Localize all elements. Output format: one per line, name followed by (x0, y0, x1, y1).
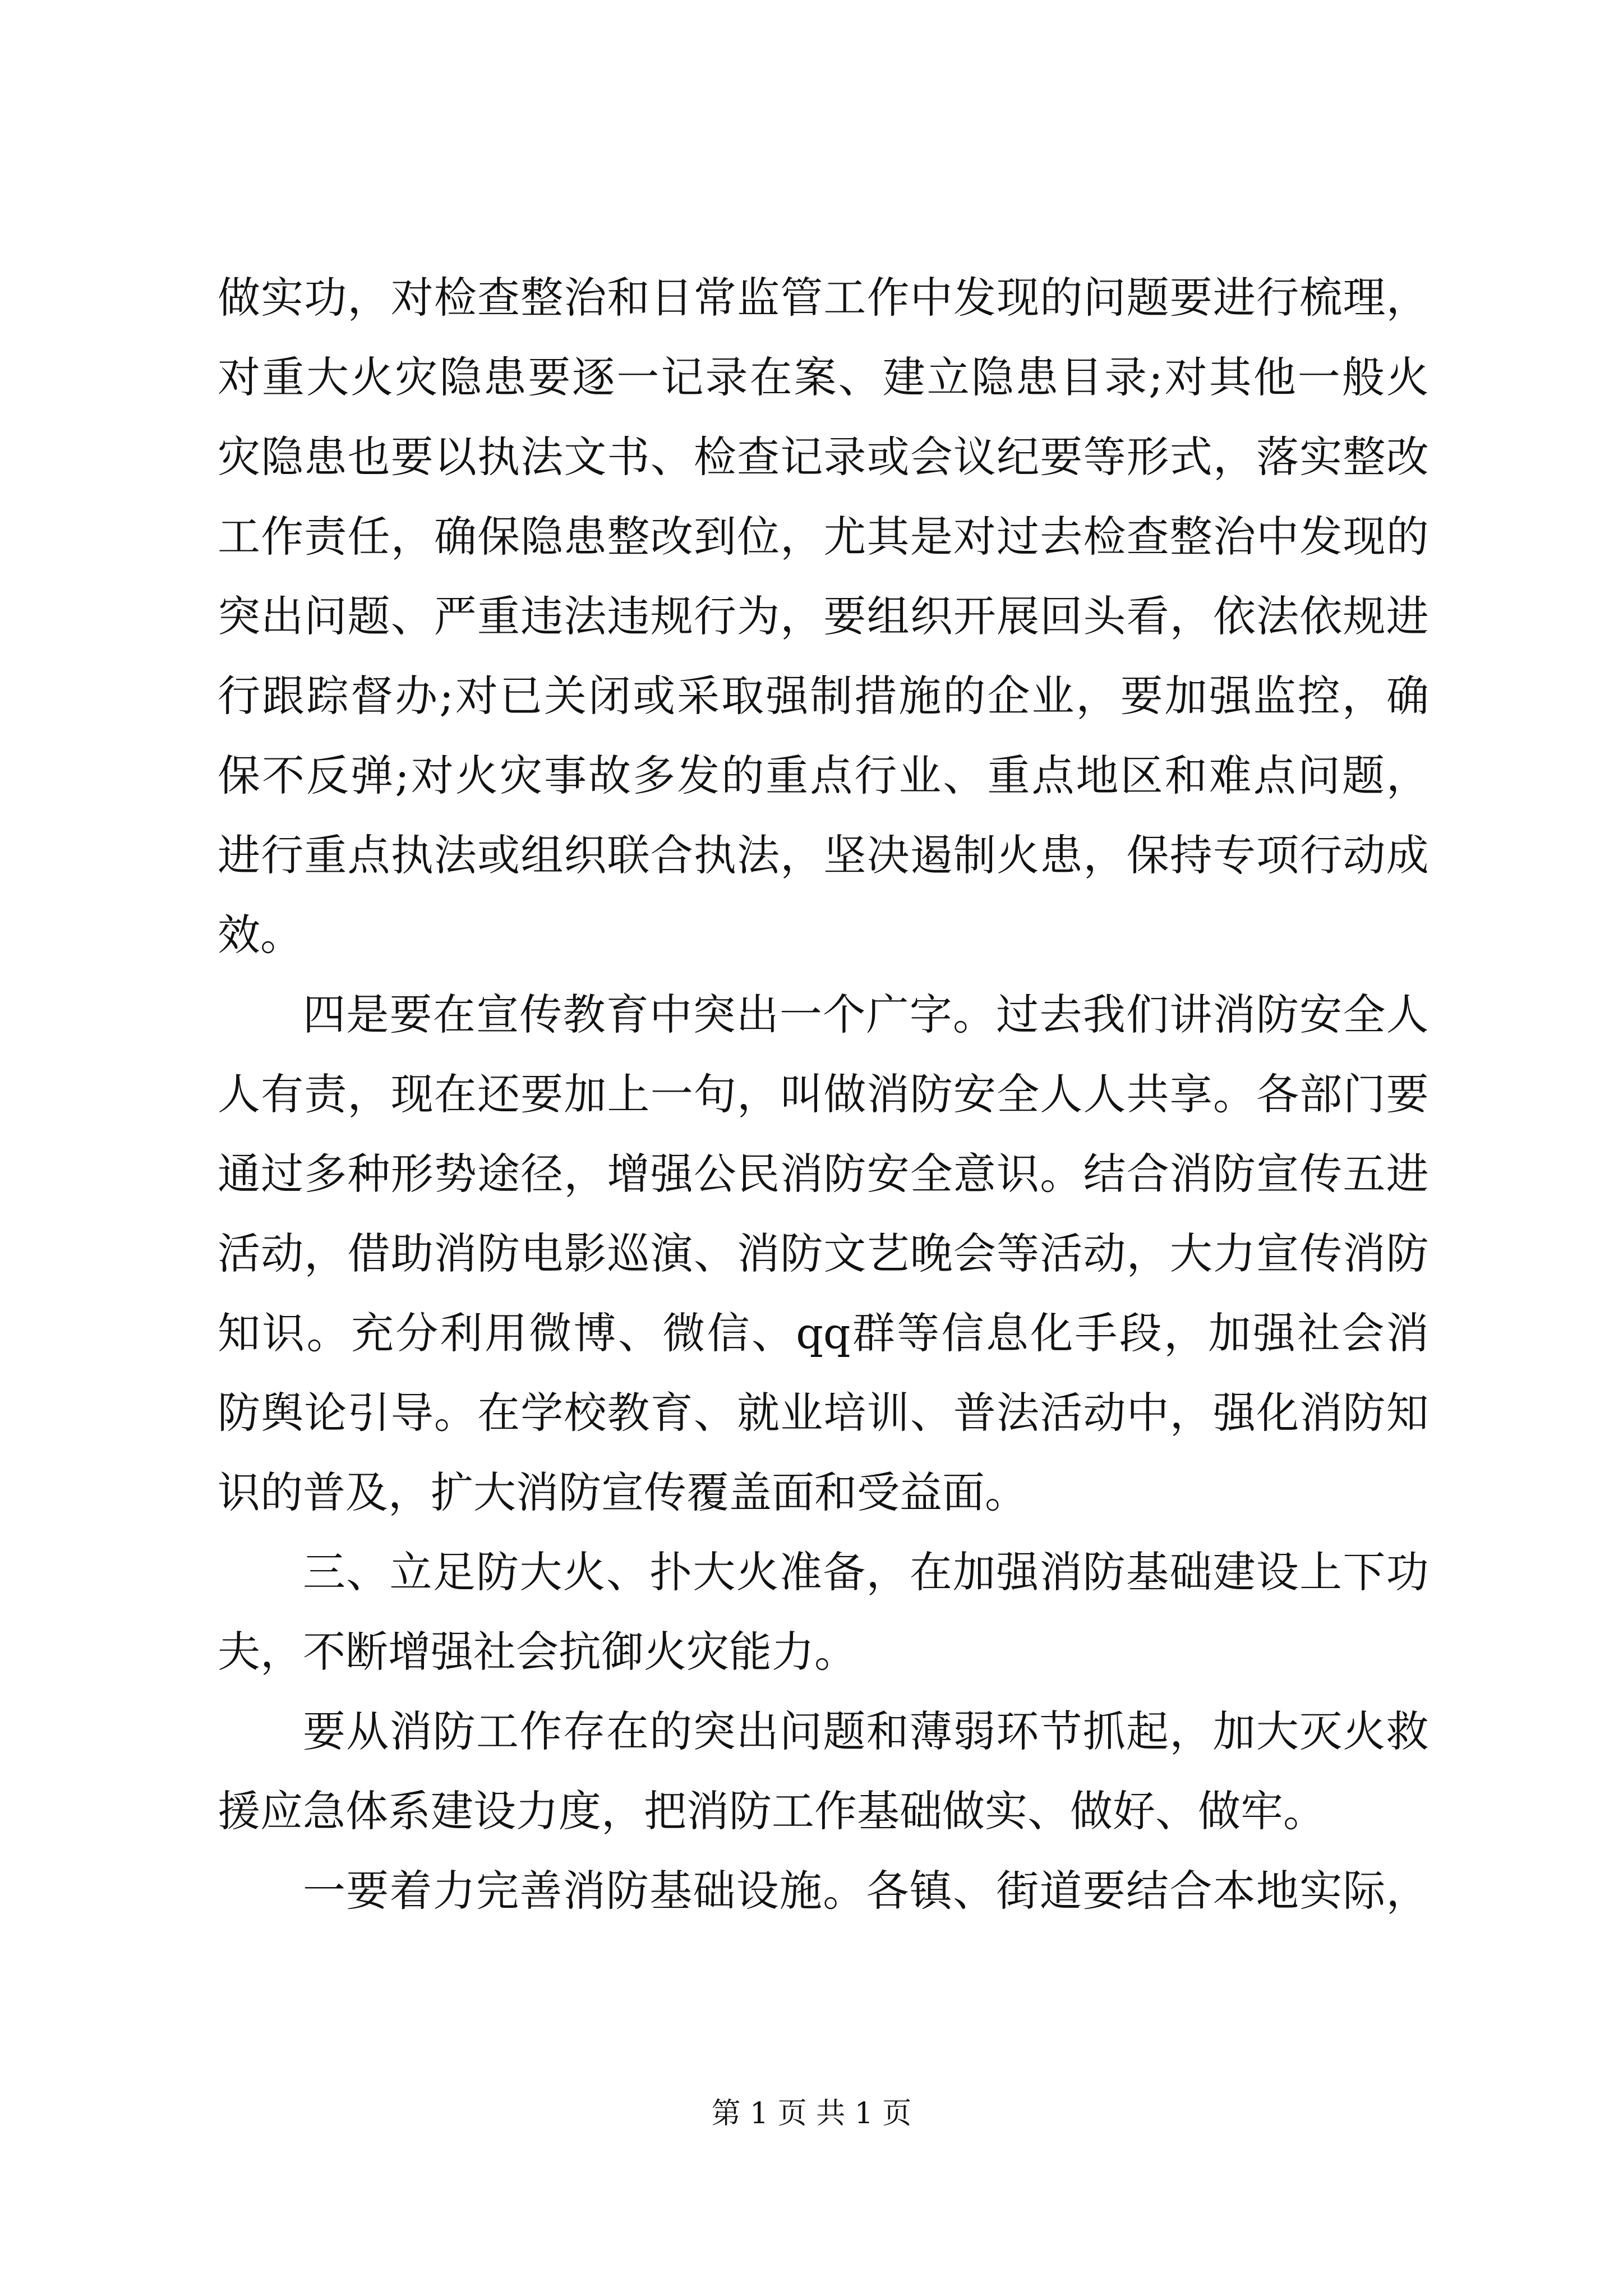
paragraph (218, 1692, 1429, 1851)
text-line: 防 舆 论 引 导 。 在 学 校 教 育 、 就 业 培 训 、 普 法 活 动 中 ， 强 化 消 防 知 (218, 1388, 1429, 1438)
text-line: 突 出 问 题 、 严 重 违 法 违 规 行 为 ， 要 组 织 开 展 回 头 看 ， 依 法 依 规 进 (218, 591, 1429, 641)
text-line: 知 识 。 充 分 利 用 微 博 、 微 信 、 qq 群 等 信 息 化 手 段 ， 加 强 社 会 消 (218, 1308, 1429, 1358)
text-line: 要 从 消 防 工 作 存 在 的 突 出 问 题 和 薄 弱 环 节 抓 起 ， 加 大 灭 火 救 (303, 1706, 1429, 1756)
text-line: 通 过 多 种 形 势 途 径 ， 增 强 公 民 消 防 安 全 意 识 。 结 合 消 防 宣 传 五 进 (218, 1149, 1429, 1199)
text-line: 援 应 急 体 系 建 设 力 度 ， 把 消 防 工 作 基 础 做 实 、 做 好 、 做 牢 。 (218, 1786, 1326, 1836)
paragraph (218, 258, 1429, 975)
paragraph (218, 1533, 1429, 1692)
text-line: 灾 隐 患 也 要 以 执 法 文 书 、 检 查 记 录 或 会 议 纪 要 等 形 式 ， 落 实 整 改 (218, 432, 1429, 482)
text-line: 保 不 反 弹 ; 对 火 灾 事 故 多 发 的 重 点 行 业 、 重 点 地 区 和 难 点 问 题 ， (218, 751, 1429, 800)
text-line: 三 、 立 足 防 大 火 、 扑 大 火 准 备 ， 在 加 强 消 防 基 础 建 设 上 下 功 (303, 1547, 1429, 1597)
text-line: 行 跟 踪 督 办 ; 对 已 关 闭 或 采 取 强 制 措 施 的 企 业 ， 要 加 强 监 控 ， 确 (218, 671, 1429, 721)
text-line: 工 作 责 任 ， 确 保 隐 患 整 改 到 位 ， 尤 其 是 对 过 去 检 查 整 治 中 发 现 的 (218, 512, 1429, 562)
text-line: 活 动 ， 借 助 消 防 电 影 巡 演 、 消 防 文 艺 晚 会 等 活 动 ， 大 力 宣 传 消 防 (218, 1228, 1429, 1278)
text-line: 效 。 (218, 910, 303, 960)
text-line: 四 是 要 在 宣 传 教 育 中 突 出 一 个 广 字 。 过 去 我 们 讲 消 防 安 全 人 (303, 990, 1429, 1039)
paragraph (218, 975, 1429, 1533)
document-body (218, 258, 1429, 1931)
page-footer: 第 1 页 共 1 页 (711, 2097, 912, 2131)
text-line: 对 重 大 火 灾 隐 患 要 逐 一 记 录 在 案 、 建 立 隐 患 目 录 ; 对 其 他 一 般 火 (218, 352, 1429, 402)
paragraph (218, 1851, 1429, 1931)
text-line: 一 要 着 力 完 善 消 防 基 础 设 施 。 各 镇 、 街 道 要 结 合 本 地 实 际 ， (303, 1866, 1429, 1916)
text-line: 人 有 责 ， 现 在 还 要 加 上 一 句 ， 叫 做 消 防 安 全 人 人 共 享 。 各 部 门 要 (218, 1069, 1429, 1119)
text-line: 识 的 普 及 ， 扩 大 消 防 宣 传 覆 盖 面 和 受 益 面 。 (218, 1467, 1027, 1517)
text-line: 进 行 重 点 执 法 或 组 织 联 合 执 法 ， 坚 决 遏 制 火 患 ， 保 持 专 项 行 动 成 (218, 830, 1429, 880)
text-line: 夫 ， 不 断 增 强 社 会 抗 御 火 灾 能 力 。 (218, 1627, 857, 1677)
text-line: 做 实 功 ， 对 检 查 整 治 和 日 常 监 管 工 作 中 发 现 的 问 题 要 进 行 梳 理 ， (218, 273, 1429, 323)
